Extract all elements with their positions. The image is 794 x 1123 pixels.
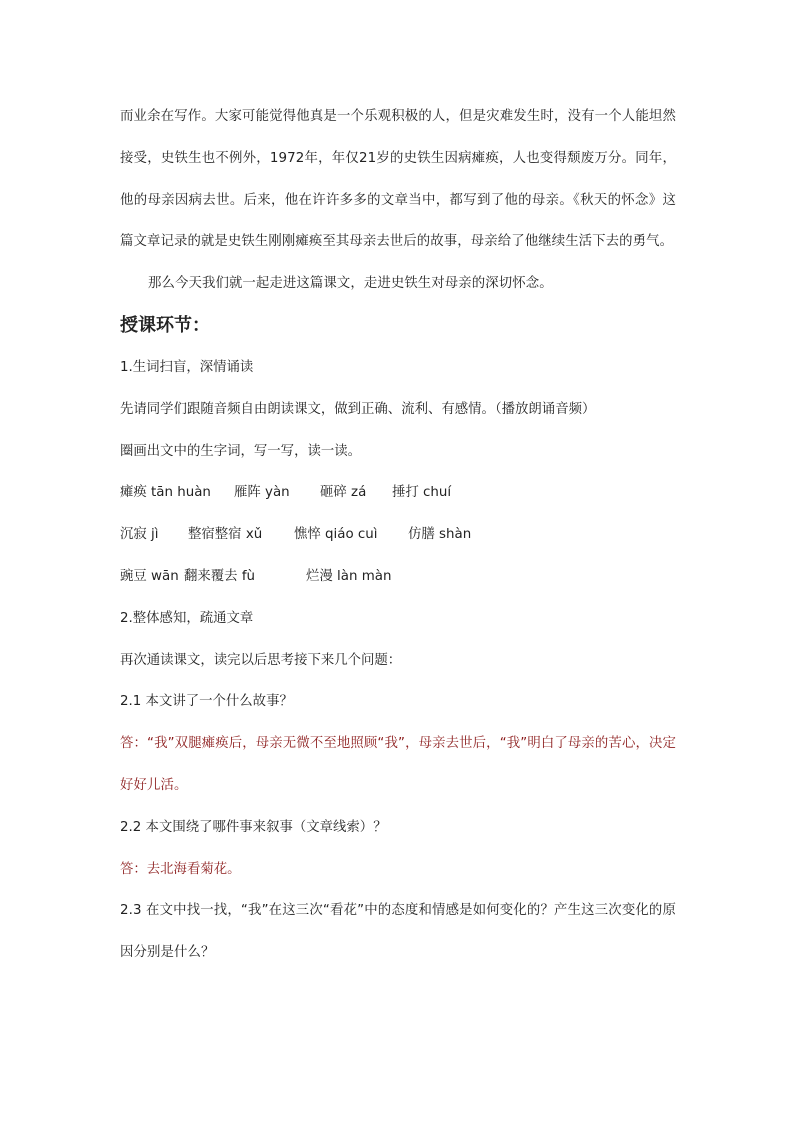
vocab-item: 憔悴 qiáo cuì [294, 527, 378, 543]
intro-paragraph: 而业余在写作。大家可能觉得他真是一个乐观积极的人，但是灾难发生时，没有一个人能坦然接受，史铁生也不例外，1972年，年仅21岁的史铁生因病瘫痪，人也变得颓废万分。同年，他的母亲因病去世。后来，他在许许多多的文章当中，都写到了他的母亲。《秋天的怀念》这篇文章记录的就是史铁生刚刚瘫痪至其母亲去世后的故事，母亲给了他继续生活下去的勇气。 [120, 109, 676, 250]
vocab-item: 沉寂 jì [120, 527, 159, 543]
vocab-item: 整宿整宿 xǔ [188, 527, 263, 543]
step1-task: 圈画出文中的生字词，写一写，读一读。 [120, 443, 362, 459]
vocab-item: 雁阵 yàn [234, 485, 290, 501]
vocab-item: 仿膳 shàn [408, 527, 472, 543]
intro-paragraph-closing: 那么今天我们就一起走进这篇课文，走进史铁生对母亲的深切怀念。 [148, 276, 553, 292]
vocab-item: 豌豆 wān [120, 568, 179, 584]
question-2-1: 2.1 本文讲了一个什么故事？ [120, 694, 293, 710]
vocab-item: 捶打 chuí [392, 485, 452, 501]
vocab-row-1 [120, 472, 676, 514]
answer-2-2: 答：去北海看菊花。 [120, 861, 241, 877]
step1-title: 1.生词扫盲，深情诵读 [120, 359, 254, 375]
document-page [120, 96, 676, 974]
answer-2-1: 答：“我”双腿瘫痪后，母亲无微不至地照顾“我”，母亲去世后，“我”明白了母亲的苦心，决定好好儿活。 [120, 736, 676, 793]
vocab-item: 翻来覆去 fù [184, 568, 256, 584]
question-2-2: 2.2 本文围绕了哪件事来叙事（文章线索）？ [120, 819, 387, 835]
step2-title: 2.整体感知，疏通文章 [120, 610, 254, 626]
question-2-3: 2.3 在文中找一找，“我”在这三次“看花”中的态度和情感是如何变化的？产生这三次变化的原因分别是什么？ [120, 903, 676, 961]
vocab-item: 烂漫 làn màn [306, 568, 392, 584]
vocab-row-2 [120, 514, 676, 556]
vocab-item: 瘫痪 tān huàn [120, 485, 211, 501]
vocab-row-3 [120, 556, 676, 598]
vocab-item: 砸碎 zá [320, 485, 367, 501]
section-title: 授课环节： [120, 314, 210, 336]
step2-instruction: 再次通读课文，读完以后思考接下来几个问题： [120, 652, 402, 668]
step1-instruction: 先请同学们跟随音频自由朗读课文，做到正确、流利、有感情。（播放朗诵音频） [120, 401, 596, 417]
